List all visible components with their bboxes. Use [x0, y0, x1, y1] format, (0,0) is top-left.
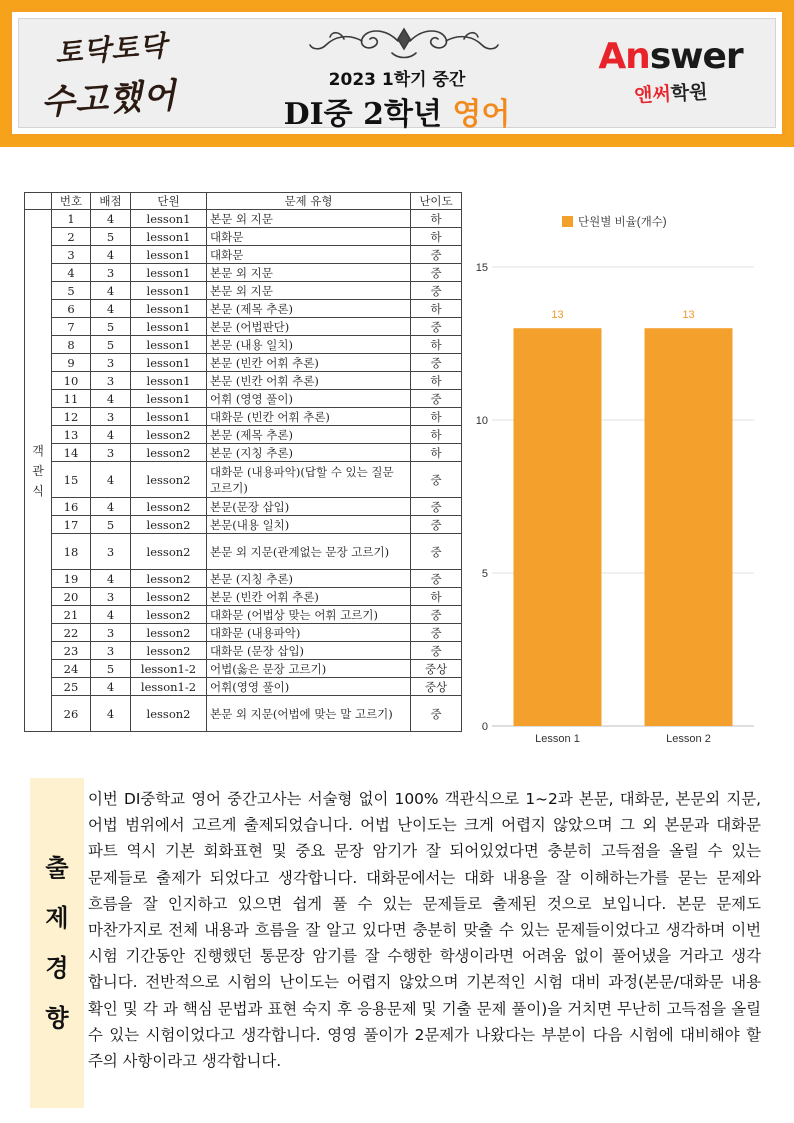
row-type: 대화문 [207, 246, 411, 264]
row-level: 중 [411, 282, 462, 300]
row-level: 하 [411, 300, 462, 318]
row-score: 4 [91, 426, 131, 444]
table-header-unit: 단원 [131, 193, 207, 210]
table-body [25, 210, 462, 732]
row-type: 어휘(영영 풀이) [207, 678, 411, 696]
row-level: 중 [411, 624, 462, 642]
row-type: 본문 (빈칸 어휘 추론) [207, 354, 411, 372]
academy-name-a: 앤써 [633, 83, 672, 107]
row-unit: lesson1 [131, 372, 207, 390]
row-level: 중 [411, 642, 462, 660]
row-score: 4 [91, 462, 131, 498]
row-score: 5 [91, 318, 131, 336]
row-number: 15 [52, 462, 91, 498]
row-level: 중 [411, 318, 462, 336]
row-unit: lesson1 [131, 282, 207, 300]
row-unit: lesson2 [131, 642, 207, 660]
table-row [25, 390, 462, 408]
legend-swatch [562, 216, 573, 227]
row-type: 본문 (어법판단) [207, 318, 411, 336]
bar [514, 328, 602, 726]
row-unit: lesson2 [131, 624, 207, 642]
row-score: 3 [91, 624, 131, 642]
row-score: 4 [91, 246, 131, 264]
row-score: 3 [91, 642, 131, 660]
row-level: 중 [411, 264, 462, 282]
table-row [25, 498, 462, 516]
data-label: 13 [682, 309, 695, 322]
row-score: 3 [91, 354, 131, 372]
table-row [25, 624, 462, 642]
row-level: 중 [411, 570, 462, 588]
row-unit: lesson1 [131, 210, 207, 228]
answer-wordmark [588, 37, 753, 77]
table-row [25, 570, 462, 588]
row-unit: lesson2 [131, 696, 207, 732]
row-type: 본문 (내용 일치) [207, 336, 411, 354]
table-row [25, 606, 462, 624]
table-row [25, 354, 462, 372]
analysis-label [30, 778, 84, 1108]
row-unit: lesson1-2 [131, 660, 207, 678]
table-row [25, 534, 462, 570]
row-number: 26 [52, 696, 91, 732]
row-level: 하 [411, 426, 462, 444]
brand-left-line1: 토닥토닥 [54, 28, 169, 70]
table-row [25, 318, 462, 336]
row-number: 1 [52, 210, 91, 228]
row-unit: lesson2 [131, 426, 207, 444]
row-score: 3 [91, 444, 131, 462]
row-level: 중 [411, 354, 462, 372]
table-header-blank [25, 193, 52, 210]
table-header-score: 배점 [91, 193, 131, 210]
row-number: 2 [52, 228, 91, 246]
analysis-box [30, 778, 775, 1108]
table-row [25, 408, 462, 426]
table-row [25, 300, 462, 318]
row-level: 중 [411, 516, 462, 534]
row-type: 본문 외 지문(어법에 맞는 말 고르기) [207, 696, 411, 732]
academy-name-b: 학원 [670, 81, 708, 105]
row-number: 9 [52, 354, 91, 372]
row-type: 대화문 (내용파악) [207, 624, 411, 642]
row-unit: lesson2 [131, 444, 207, 462]
exam-title-main: DI중 2학년 [283, 97, 453, 132]
row-number: 23 [52, 642, 91, 660]
row-type: 어법(옳은 문장 고르기) [207, 660, 411, 678]
row-score: 5 [91, 336, 131, 354]
row-level: 중 [411, 498, 462, 516]
table-row [25, 696, 462, 732]
row-type: 본문 외 지문 [207, 264, 411, 282]
analysis-label-char: 향 [45, 1004, 69, 1032]
row-score: 3 [91, 372, 131, 390]
row-score: 4 [91, 282, 131, 300]
row-score: 4 [91, 498, 131, 516]
category-label: 객관식 [32, 443, 44, 498]
row-unit: lesson1-2 [131, 678, 207, 696]
row-score: 5 [91, 660, 131, 678]
row-unit: lesson1 [131, 318, 207, 336]
header-inner [18, 18, 776, 132]
table-row [25, 444, 462, 462]
table-row [25, 372, 462, 390]
row-level: 중 [411, 390, 462, 408]
row-unit: lesson1 [131, 354, 207, 372]
row-number: 19 [52, 570, 91, 588]
row-level: 중상 [411, 660, 462, 678]
row-level: 중 [411, 534, 462, 570]
row-number: 14 [52, 444, 91, 462]
row-type: 본문 (빈칸 어휘 추론) [207, 588, 411, 606]
table-row [25, 660, 462, 678]
row-level: 하 [411, 210, 462, 228]
table-row [25, 642, 462, 660]
x-tick-label: Lesson 2 [666, 733, 711, 745]
row-type: 본문 (제목 추론) [207, 426, 411, 444]
row-level: 하 [411, 444, 462, 462]
row-type: 대화문 (문장 삽입) [207, 642, 411, 660]
row-unit: lesson1 [131, 300, 207, 318]
row-unit: lesson1 [131, 336, 207, 354]
exam-title-subject: 영어 [452, 97, 511, 132]
row-number: 10 [52, 372, 91, 390]
row-score: 4 [91, 570, 131, 588]
row-unit: lesson1 [131, 228, 207, 246]
row-type: 본문(문장 삽입) [207, 498, 411, 516]
row-unit: lesson2 [131, 606, 207, 624]
table-header-row [25, 193, 462, 210]
row-unit: lesson2 [131, 588, 207, 606]
brand-left-line2: 수고했어 [40, 75, 178, 123]
row-number: 24 [52, 660, 91, 678]
row-type: 본문 외 지문 [207, 282, 411, 300]
row-score: 4 [91, 300, 131, 318]
row-type: 대화문 (내용파악)(답할 수 있는 질문 고르기) [207, 462, 411, 498]
bar [645, 328, 733, 726]
row-type: 대화문 [207, 228, 411, 246]
row-number: 5 [52, 282, 91, 300]
y-tick-label: 0 [481, 721, 488, 733]
row-number: 21 [52, 606, 91, 624]
row-unit: lesson2 [131, 498, 207, 516]
row-type: 본문 (지칭 추론) [207, 444, 411, 462]
table-row [25, 426, 462, 444]
table-header-type: 문제 유형 [207, 193, 411, 210]
row-level: 하 [411, 336, 462, 354]
analysis-label-char: 경 [45, 954, 69, 982]
row-number: 11 [52, 390, 91, 408]
row-score: 4 [91, 678, 131, 696]
row-type: 본문 외 지문 [207, 210, 411, 228]
row-unit: lesson2 [131, 534, 207, 570]
row-unit: lesson2 [131, 516, 207, 534]
analysis-text: 이번 DI중학교 영어 중간고사는 서술형 없이 100% 객관식으로 1~2과 본문, 대화문, 본문외 지문, 어법 범위에서 고르게 출제되었습니다. 어법 난이도는 크게 어렵지 않았으며 그 외 본문과 대화문 파트 역시 기본 회화표현 및 중요 문장 암기가 잘 되어있었다면 충분히 고득점을 올릴 수 있는 문제들로 출제가 되었다고 생각합니다. 대화문에서는 대화 내용을 잘 이해하는가를 묻는 문제와 흐름을 잘 인지하고 있으면 쉽게 풀 수 있는 문제들로 출제된 것으로 보입니다. 본문 문제도 마찬가지로 전체 내용과 흐름을 잘 알고 있다면 충분히 맞출 수 있는 문제들이었다고 생각하며 이번 시험 기간동안 진행했던 통문장 암기를 잘 수행한 학생이라면 어려움 없이 풀어냈을 거라고 생각 합니다. 전반적으로 시험의 난이도는 어렵지 않았으며 기본적인 시험 대비 과정(본문/대화문 내용 확인 및 각 과 핵심 문법과 표현 숙지 후 응용문제 및 기출 문제 풀이)을 거치면 무난히 고득점을 올릴 수 있는 시험이었다고 생각합니다. 영영 풀이가 2문제가 나왔다는 부분이 다음 시험에 대비해야 할 주의 사항이라고 생각합니다. [84, 778, 775, 1108]
row-score: 4 [91, 390, 131, 408]
row-score: 4 [91, 696, 131, 732]
row-type: 본문 (지칭 추론) [207, 570, 411, 588]
y-tick-label: 15 [475, 262, 488, 274]
row-unit: lesson2 [131, 570, 207, 588]
row-type: 본문(내용 일치) [207, 516, 411, 534]
row-score: 5 [91, 228, 131, 246]
row-unit: lesson1 [131, 390, 207, 408]
row-score: 3 [91, 588, 131, 606]
table-row [25, 228, 462, 246]
legend-label: 단원별 비율(개수) [578, 216, 667, 229]
row-level: 하 [411, 408, 462, 426]
row-type: 본문 (빈칸 어휘 추론) [207, 372, 411, 390]
row-number: 20 [52, 588, 91, 606]
row-level: 중상 [411, 678, 462, 696]
table-row [25, 462, 462, 498]
row-number: 25 [52, 678, 91, 696]
row-number: 4 [52, 264, 91, 282]
y-tick-label: 5 [481, 568, 488, 580]
row-score: 4 [91, 606, 131, 624]
brand-right-logo [588, 37, 753, 117]
academy-name [633, 77, 708, 108]
row-level: 하 [411, 588, 462, 606]
row-type: 본문 외 지문(관계없는 문장 고르기) [207, 534, 411, 570]
row-number: 18 [52, 534, 91, 570]
table-row [25, 516, 462, 534]
table-row [25, 246, 462, 264]
row-type: 대화문 (어법상 맞는 어휘 고르기) [207, 606, 411, 624]
row-score: 3 [91, 264, 131, 282]
row-score: 5 [91, 516, 131, 534]
header-band [0, 0, 794, 147]
category-cell [25, 210, 52, 732]
row-score: 4 [91, 210, 131, 228]
row-level: 중 [411, 462, 462, 498]
row-level: 중 [411, 246, 462, 264]
row-level: 중 [411, 606, 462, 624]
row-level: 중 [411, 696, 462, 732]
row-score: 3 [91, 534, 131, 570]
ornament-icon [304, 23, 504, 63]
row-type: 본문 (제목 추론) [207, 300, 411, 318]
row-number: 13 [52, 426, 91, 444]
header-frame [9, 9, 785, 137]
table-row [25, 264, 462, 282]
table-header-level: 난이도 [411, 193, 462, 210]
row-number: 17 [52, 516, 91, 534]
row-score: 3 [91, 408, 131, 426]
table-row [25, 282, 462, 300]
row-level: 하 [411, 372, 462, 390]
x-tick-label: Lesson 1 [535, 733, 580, 745]
row-unit: lesson1 [131, 408, 207, 426]
analysis-label-char: 출 [45, 854, 69, 882]
row-unit: lesson1 [131, 264, 207, 282]
analysis-label-char: 제 [45, 904, 69, 932]
wordmark-an: An [598, 36, 650, 77]
row-type: 대화문 (빈칸 어휘 추론) [207, 408, 411, 426]
row-number: 3 [52, 246, 91, 264]
row-number: 6 [52, 300, 91, 318]
row-type: 어휘 (영영 풀이) [207, 390, 411, 408]
table-row [25, 210, 462, 228]
row-number: 22 [52, 624, 91, 642]
row-level: 하 [411, 228, 462, 246]
data-label: 13 [551, 309, 564, 322]
row-number: 12 [52, 408, 91, 426]
exam-subtitle: 2023 1학기 중간 [328, 70, 466, 90]
table-row [25, 678, 462, 696]
wordmark-swer: swer [649, 36, 743, 77]
row-unit: lesson2 [131, 462, 207, 498]
y-tick-label: 10 [475, 415, 488, 427]
row-number: 16 [52, 498, 91, 516]
unit-ratio-chart [462, 200, 794, 760]
row-unit: lesson1 [131, 246, 207, 264]
table-row [25, 588, 462, 606]
question-table [24, 192, 462, 732]
row-number: 8 [52, 336, 91, 354]
row-number: 7 [52, 318, 91, 336]
table-row [25, 336, 462, 354]
table-header-no: 번호 [52, 193, 91, 210]
